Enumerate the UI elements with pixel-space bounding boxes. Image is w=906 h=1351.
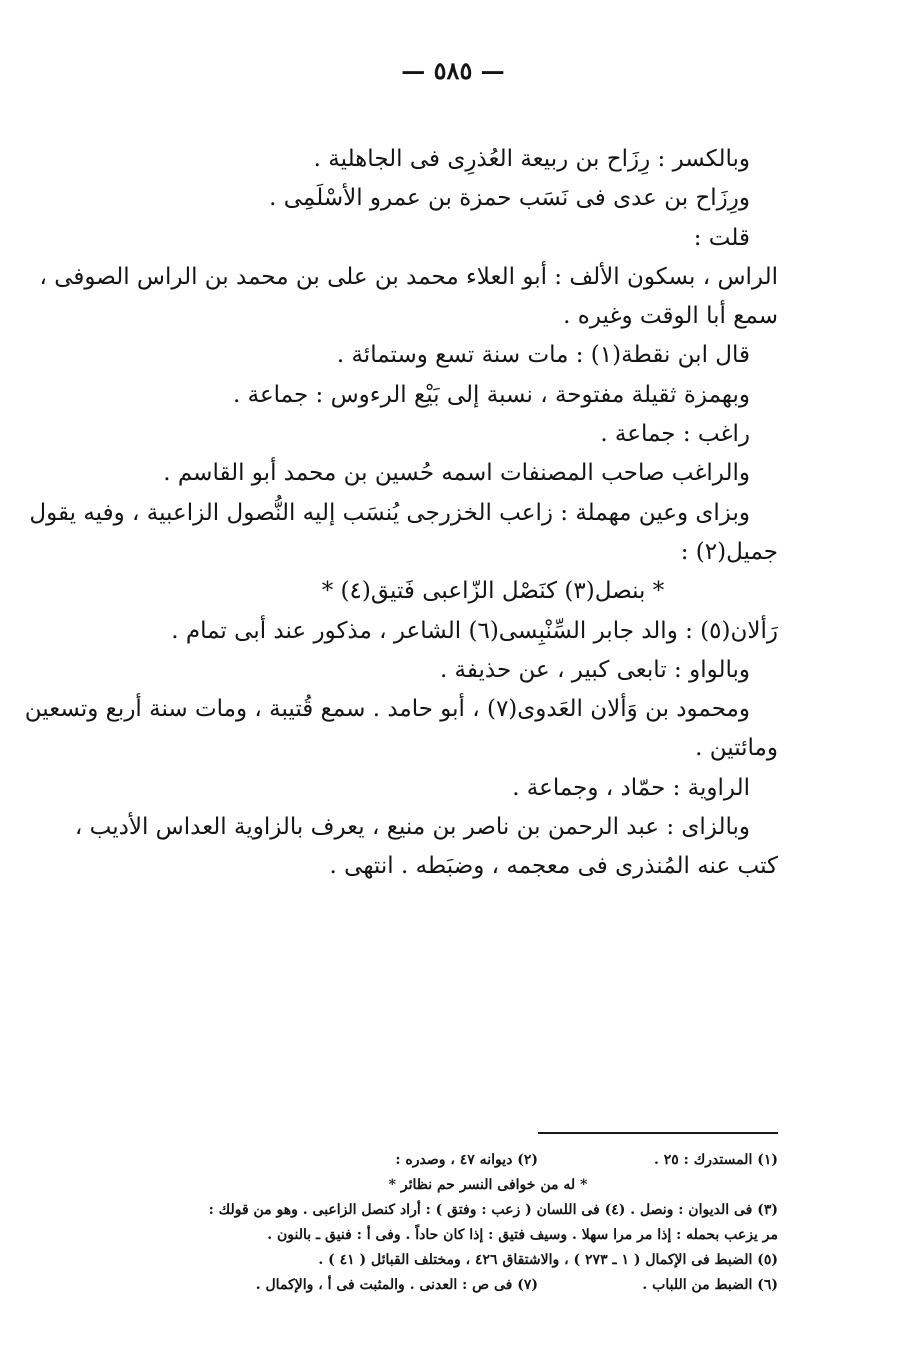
text-line: الراس ، بسكون الألف : أبو العلاء محمد بن على بن محمد بن الراس الصوفى ،	[39, 263, 778, 290]
text-line: سمع أبا الوقت وغيره .	[563, 303, 778, 330]
page-number: — ٥٨٥ —	[401, 56, 505, 85]
footnote-divider	[538, 1132, 778, 1134]
text-line: راغب : جماعة .	[600, 421, 750, 448]
text-line: رَألان(٥) : والد جابر السِّنْبِسى(٦) الشاعر ، مذكور عند أبى تمام .	[171, 617, 778, 644]
footnote-line	[78, 1273, 778, 1298]
text-line: والراغب صاحب المصنفات اسمه حُسين بن محمد أبو القاسم .	[163, 460, 750, 487]
text-line: * بنصل(٣) كنَصْل الزّاعبى فَتيق(٤) *	[321, 578, 665, 605]
text-line: وبالزاى : عبد الرحمن بن ناصر بن منيع ، يعرف بالزاوية العداس الأديب ،	[74, 814, 750, 841]
text-line: ومائتين .	[695, 735, 778, 762]
footnotes	[78, 1148, 778, 1298]
footnote-entry: (٧) فى ص : العدنى . والمثبت فى أ ، والإكمال .	[255, 1277, 538, 1293]
text-line: وبزاى وعين مهملة : زاعب الخزرجى يُنسَب إليه النُّصول الزاعبية ، وفيه يقول	[29, 499, 750, 526]
text-line: الراوية : حمّاد ، وجماعة .	[512, 774, 750, 801]
text-line: قال ابن نقطة(١) : مات سنة تسع وستمائة .	[336, 342, 750, 369]
text-line: ومحمود بن وَألان العَدوى(٧) ، أبو حامد . سمع قُتيبة ، ومات سنة أربع وتسعين	[24, 696, 750, 723]
footnote-line	[78, 1148, 778, 1173]
text-line: وبالواو : تابعى كبير ، عن حذيفة .	[439, 656, 750, 683]
text-line: وبالكسر : رِزَاح بن ربيعة العُذرِى فى الجاهلية .	[313, 146, 750, 172]
footnote-entry: (١) المستدرك : ٢٥ .	[654, 1152, 778, 1168]
main-text	[24, 140, 778, 887]
footnote-line: * له من خوافى النسر حم نظائر *	[388, 1177, 588, 1193]
text-line: ورِزَاح بن عدى فى نَسَب حمزة بن عمرو الأسْلَمِى .	[269, 185, 750, 212]
text-line: وبهمزة ثقيلة مفتوحة ، نسبة إلى بَيْع الرءوس : جماعة .	[233, 381, 750, 408]
footnote-entry: (٢) ديوانه ٤٧ ، وصدره :	[395, 1152, 538, 1168]
footnote-line: (٣) فى الديوان : ونصل . (٤) فى اللسان ( زعب : وفتق ) : أراد كنصل الزاعبى . وهو من قولك :	[208, 1202, 778, 1218]
footnote-entry: (٦) الضبط من اللباب .	[642, 1277, 778, 1293]
text-line: كتب عنه المُنذرى فى معجمه ، وضبَطه . انتهى .	[329, 853, 778, 880]
footnote-line: مر يزعب بحمله : إذا مر مرا سهلا . وسيف فتيق : إذا كان حاداً . وفى أ : فنيق ـ بالنون .	[267, 1227, 778, 1243]
text-line: قلت :	[693, 224, 750, 251]
footnote-line: (٥) الضبط فى الإكمال ( ١ ـ ٢٧٣ ) ، والاشتقاق ٤٢٦ ، ومختلف القبائل ( ٤١ ) .	[318, 1252, 778, 1268]
text-line: جميل(٢) :	[680, 538, 778, 565]
